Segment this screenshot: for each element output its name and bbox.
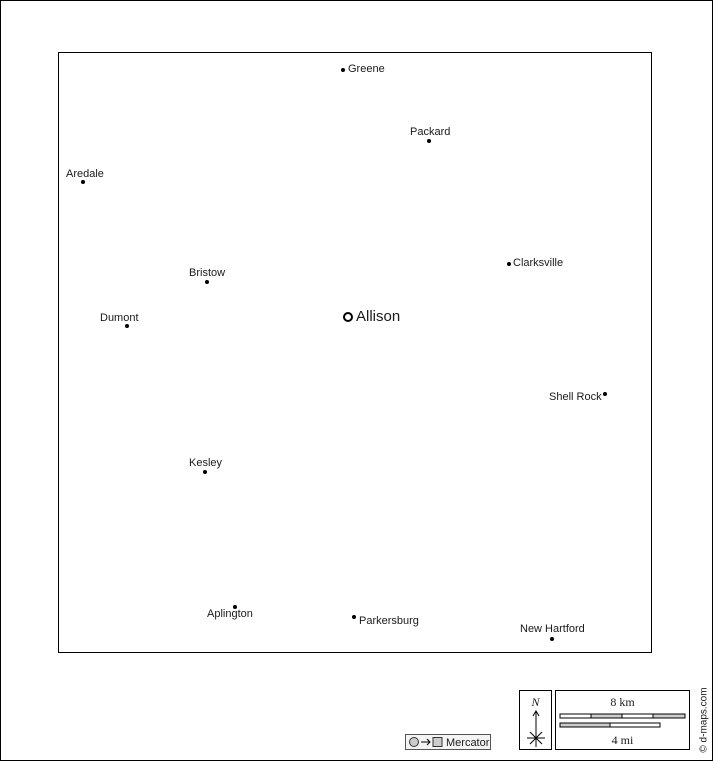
- town-marker-kesley: [203, 470, 207, 474]
- town-marker-shell-rock: [603, 392, 607, 396]
- town-label-aplington: Aplington: [207, 608, 253, 620]
- county-border: [58, 52, 652, 653]
- town-marker-clarksville: [507, 262, 511, 266]
- projection-label: Mercator: [446, 737, 490, 749]
- scale-bar-graphic: [556, 711, 689, 731]
- scale-km-label: 8 km: [610, 695, 635, 709]
- town-label-bristow: Bristow: [189, 267, 226, 279]
- scale-mi-label: 4 mi: [611, 733, 634, 747]
- projection-legend: [405, 734, 491, 750]
- town-label-kesley: Kesley: [189, 457, 223, 469]
- town-label-aredale: Aredale: [66, 168, 104, 180]
- town-marker-dumont: [125, 324, 129, 328]
- town-marker-packard: [427, 139, 431, 143]
- town-marker-parkersburg: [352, 615, 356, 619]
- projection-icon: [408, 735, 444, 749]
- capital-marker-allison: [343, 312, 353, 322]
- north-arrow-box: [519, 690, 552, 750]
- town-marker-aredale: [81, 180, 85, 184]
- town-label-clarksville: Clarksville: [513, 257, 564, 269]
- north-label: N: [531, 695, 540, 709]
- town-label-new-hartford: New Hartford: [520, 623, 585, 635]
- town-marker-new-hartford: [550, 637, 554, 641]
- town-label-greene: Greene: [348, 63, 385, 75]
- credit-text: © d-maps.com: [698, 687, 710, 753]
- compass-rose-icon: [520, 709, 551, 749]
- scale-bar-box: [555, 690, 690, 750]
- town-label-parkersburg: Parkersburg: [359, 615, 419, 627]
- town-marker-greene: [341, 68, 345, 72]
- capital-label-allison: Allison: [356, 308, 401, 325]
- town-label-dumont: Dumont: [100, 312, 139, 324]
- town-label-packard: Packard: [410, 126, 451, 138]
- town-marker-bristow: [205, 280, 209, 284]
- town-label-shell-rock: Shell Rock: [549, 391, 602, 403]
